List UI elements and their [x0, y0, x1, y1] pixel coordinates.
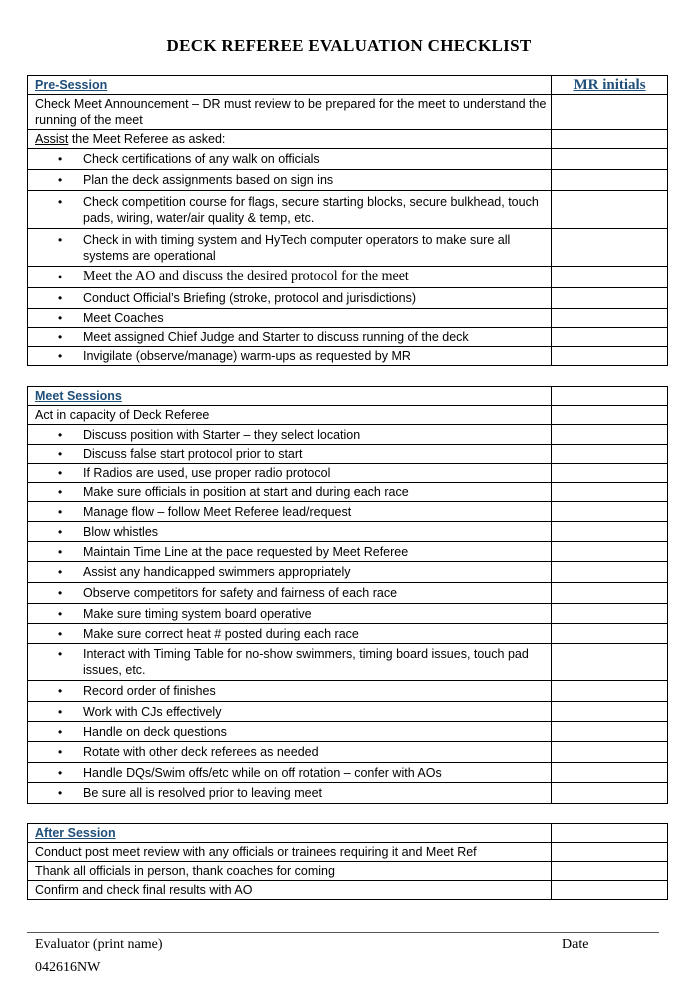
- initials-cell[interactable]: [552, 783, 668, 804]
- initials-cell[interactable]: [552, 702, 668, 722]
- checklist-item: Confirm and check final results with AO: [35, 883, 253, 897]
- initials-cell[interactable]: [552, 722, 668, 742]
- initials-cell[interactable]: [552, 562, 668, 583]
- initials-cell[interactable]: [552, 542, 668, 562]
- checklist-item: • Make sure correct heat # posted during each race: [28, 626, 551, 642]
- checklist-item: • Assist any handicapped swimmers appropriately: [28, 564, 551, 580]
- initials-cell[interactable]: [552, 267, 668, 288]
- section-header: Meet Sessions: [35, 389, 122, 403]
- checklist-item: • Make sure timing system board operative: [28, 606, 551, 622]
- initials-cell[interactable]: [552, 881, 668, 900]
- initials-cell[interactable]: [552, 229, 668, 267]
- checklist-item: • Conduct Official’s Briefing (stroke, protocol and jurisdictions): [28, 290, 551, 306]
- checklist-item: Act in capacity of Deck Referee: [35, 408, 210, 422]
- initials-cell[interactable]: [552, 191, 668, 229]
- checklist-item: • Meet Coaches: [28, 310, 551, 326]
- initials-cell[interactable]: [552, 644, 668, 681]
- section-header: Pre-Session: [35, 78, 108, 92]
- initials-cell[interactable]: [552, 862, 668, 881]
- initials-cell[interactable]: [552, 763, 668, 783]
- checklist-item: • Make sure officials in position at start and during each race: [28, 484, 551, 500]
- checklist-item: Assist the Meet Referee as asked:: [35, 132, 226, 146]
- section-header: After Session: [35, 826, 116, 840]
- initials-cell[interactable]: [552, 149, 668, 170]
- checklist-item: • Plan the deck assignments based on sign ins: [28, 172, 551, 188]
- checklist-item: • Discuss false start protocol prior to start: [28, 446, 551, 462]
- checklist-item: • Blow whistles: [28, 524, 551, 540]
- checklist-item: • Maintain Time Line at the pace requested by Meet Referee: [28, 544, 551, 560]
- checklist-item: • Work with CJs effectively: [28, 704, 551, 720]
- initials-cell[interactable]: [552, 483, 668, 502]
- date-label: Date: [562, 937, 589, 952]
- initials-cell[interactable]: [552, 502, 668, 522]
- checklist-item: • If Radios are used, use proper radio protocol: [28, 465, 551, 481]
- checklist-item: • Observe competitors for safety and fairness of each race: [28, 585, 551, 601]
- initials-cell[interactable]: [552, 742, 668, 763]
- checklist-item: • Record order of finishes: [28, 683, 551, 699]
- initials-cell[interactable]: [552, 583, 668, 604]
- checklist-item: Conduct post meet review with any officials or trainees requiring it and Meet Ref: [35, 845, 477, 859]
- checklist-item: • Rotate with other deck referees as needed: [28, 744, 551, 760]
- meet-sessions-table: [27, 386, 668, 804]
- checklist-item: • Invigilate (observe/manage) warm-ups as requested by MR: [28, 348, 551, 364]
- checklist-item: Thank all officials in person, thank coaches for coming: [35, 864, 335, 878]
- initials-cell[interactable]: [552, 624, 668, 644]
- initials-cell[interactable]: [552, 387, 668, 406]
- initials-cell[interactable]: [552, 95, 668, 130]
- page-title: DECK REFEREE EVALUATION CHECKLIST: [166, 36, 532, 55]
- checklist-item: • Manage flow – follow Meet Referee lead/request: [28, 504, 551, 520]
- initials-cell[interactable]: [552, 309, 668, 328]
- initials-cell[interactable]: [552, 522, 668, 542]
- mr-initials-header: MR initials: [573, 77, 646, 93]
- initials-cell[interactable]: [552, 604, 668, 624]
- checklist-item: • Check competition course for flags, secure starting blocks, secure bulkhead, touch pads, wiring, water/air quality & temp, etc.: [28, 194, 551, 226]
- initials-cell[interactable]: [552, 170, 668, 191]
- initials-cell[interactable]: [552, 681, 668, 702]
- initials-cell[interactable]: [552, 843, 668, 862]
- document-code: 042616NW: [35, 960, 101, 975]
- initials-cell[interactable]: [552, 824, 668, 843]
- checklist-item: • Meet the AO and discuss the desired protocol for the meet: [28, 269, 551, 285]
- checklist-item: • Check in with timing system and HyTech computer operators to make sure all systems are operational: [28, 232, 551, 264]
- checklist-item: • Discuss position with Starter – they select location: [28, 427, 551, 443]
- checklist-item: • Handle DQs/Swim offs/etc while on off rotation – confer with AOs: [28, 765, 551, 781]
- initials-cell[interactable]: [552, 425, 668, 445]
- initials-cell[interactable]: [552, 406, 668, 425]
- initials-cell[interactable]: [552, 347, 668, 366]
- checklist-item: • Check certifications of any walk on officials: [28, 151, 551, 167]
- after-session-table: [27, 823, 668, 900]
- signature-line: [27, 932, 659, 933]
- initials-cell[interactable]: [552, 130, 668, 149]
- pre-session-table: [27, 75, 668, 366]
- checklist-item: • Meet assigned Chief Judge and Starter to discuss running of the deck: [28, 329, 551, 345]
- checklist-item: • Interact with Timing Table for no-show swimmers, timing board issues, touch pad issues, etc.: [28, 646, 551, 678]
- checklist-item: Check Meet Announcement – DR must review to be prepared for the meet to understand the running of the meet: [35, 97, 547, 127]
- initials-cell[interactable]: [552, 464, 668, 483]
- initials-cell[interactable]: [552, 328, 668, 347]
- initials-cell[interactable]: [552, 445, 668, 464]
- checklist-item: • Handle on deck questions: [28, 724, 551, 740]
- evaluator-label: Evaluator (print name): [35, 937, 163, 952]
- checklist-item: • Be sure all is resolved prior to leaving meet: [28, 785, 551, 801]
- initials-cell[interactable]: [552, 288, 668, 309]
